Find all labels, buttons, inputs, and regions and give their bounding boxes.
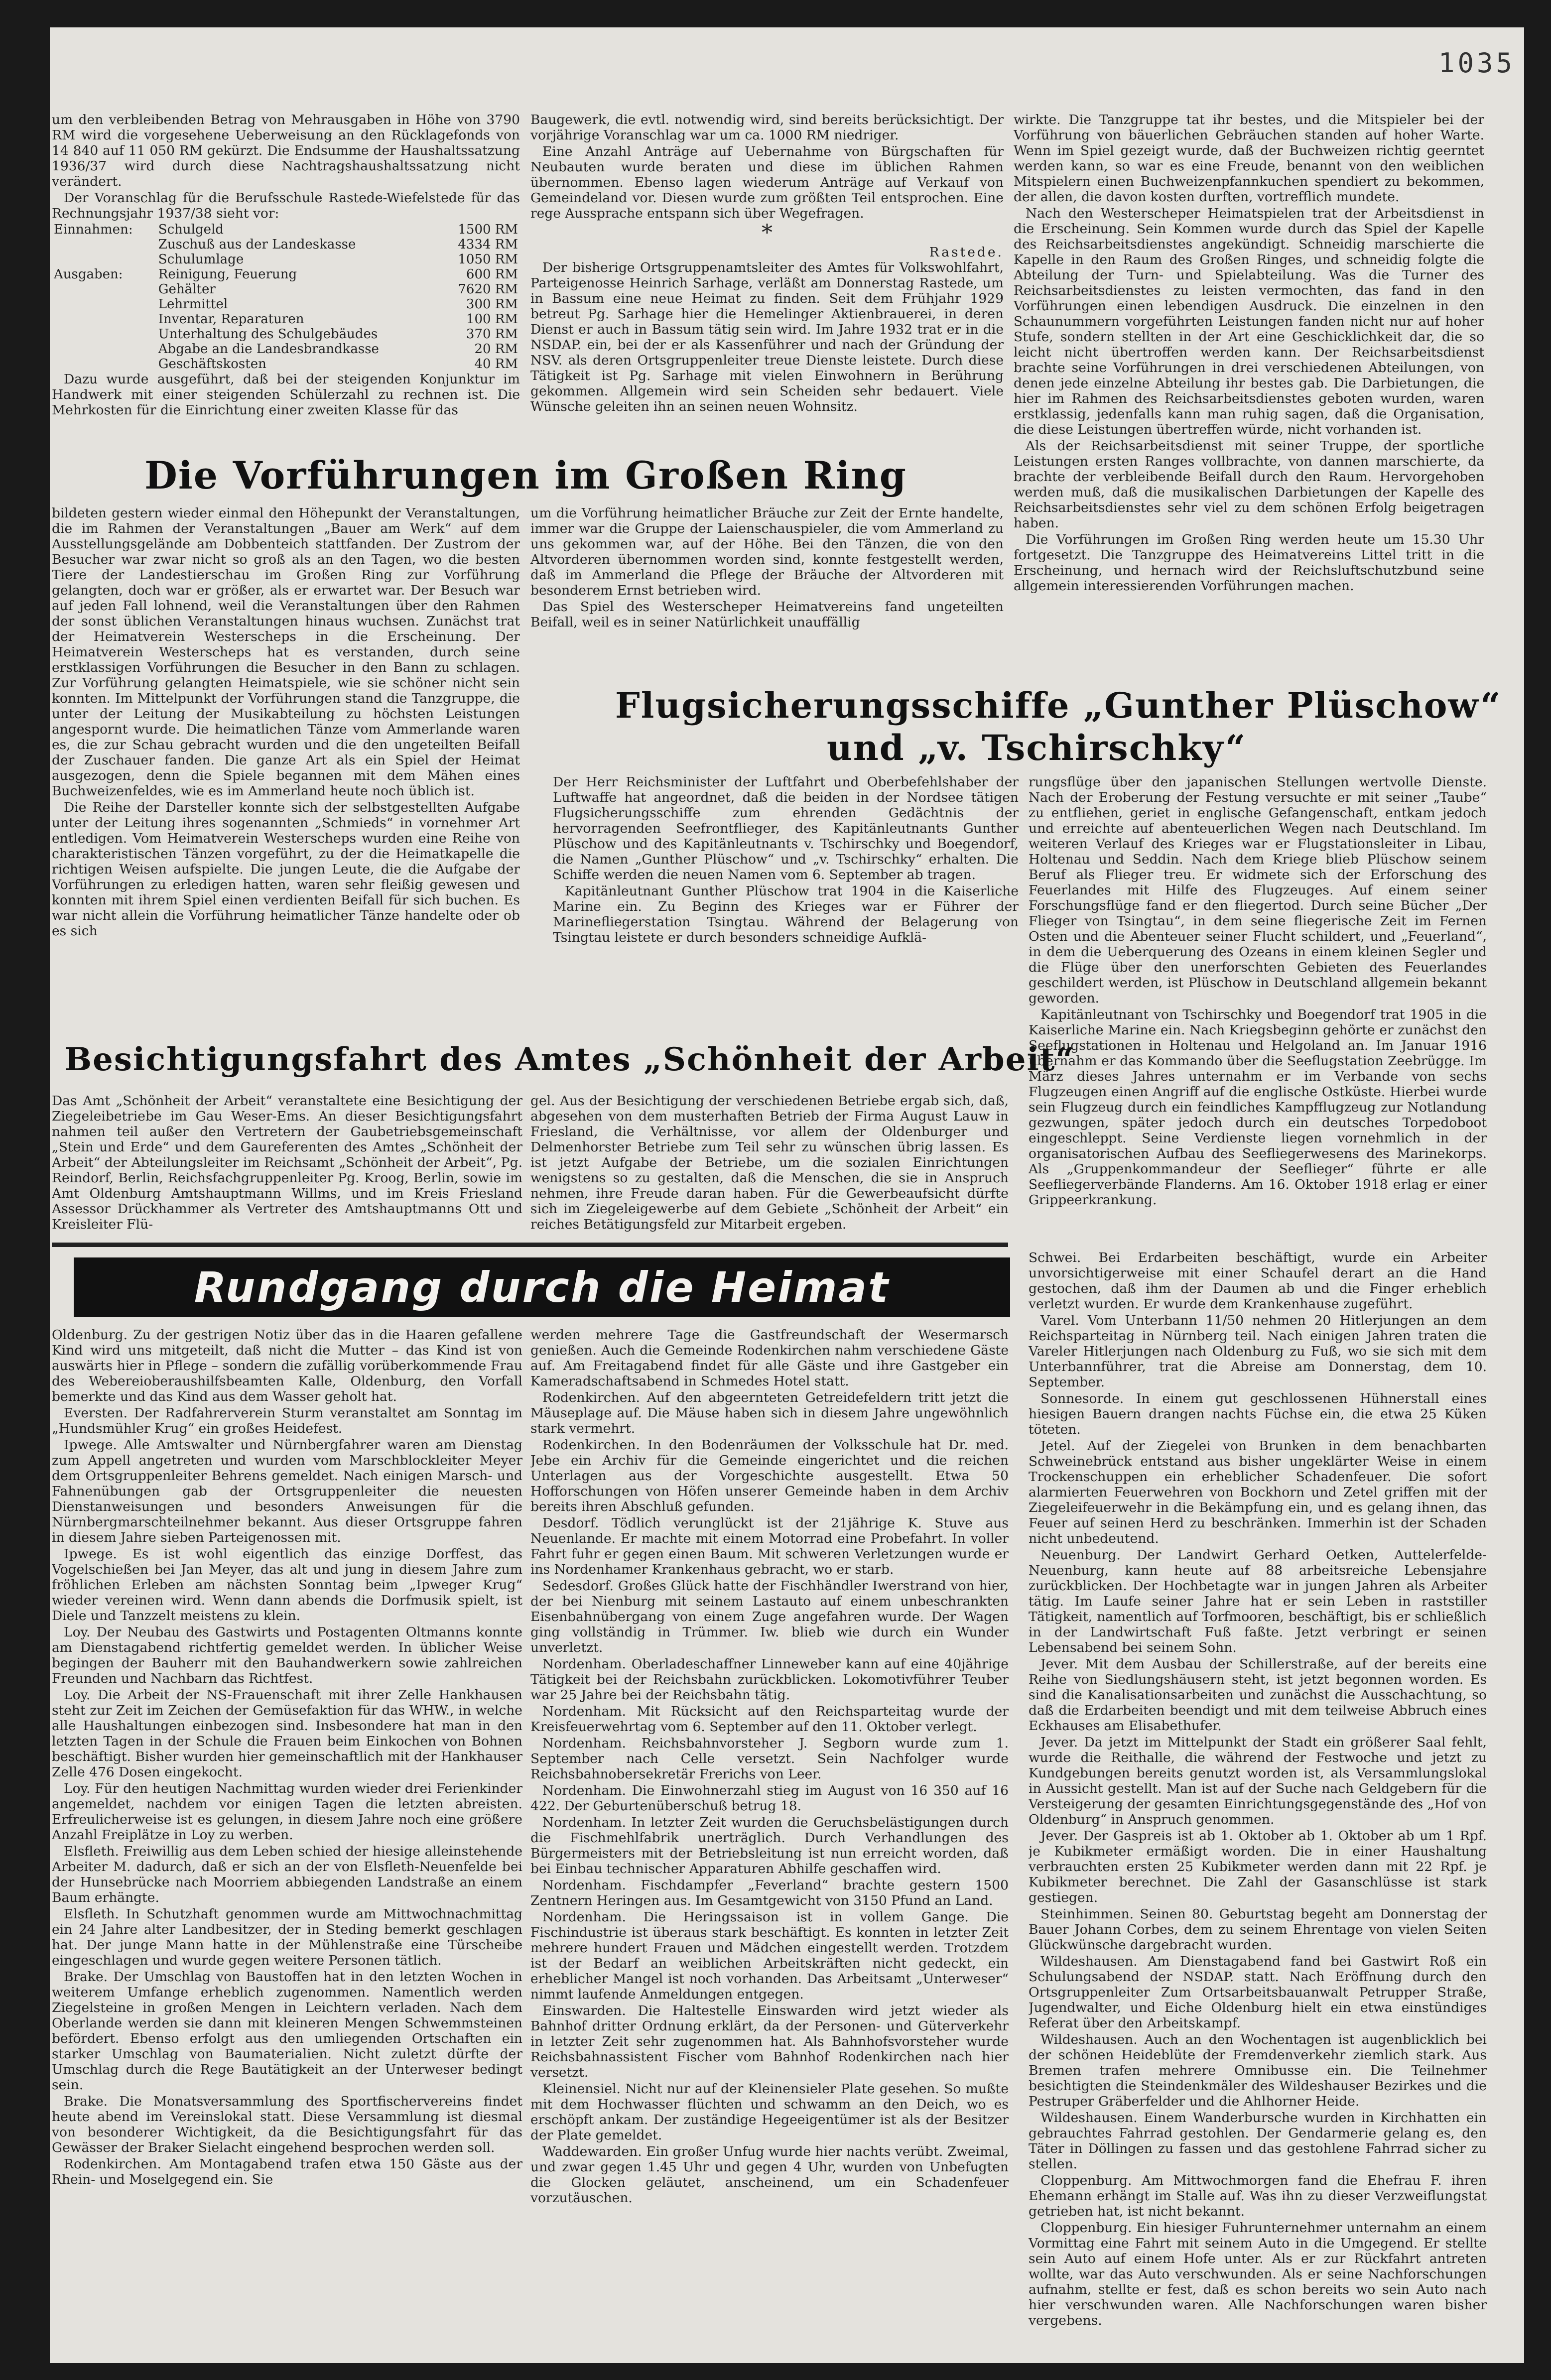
local-news-item: Wildeshausen. Am Dienstagabend fand bei Gastwirt Roß ein Schulungsabend der NSDAP. statt. Nach Eröffnung durch den Ortsgruppenleiter Zum Ortsarbeitsbauanwalt Petrupper Straße, Jugendwalter, und Eiche Oldenburg hielt ein etwa einstündiges Referat über den Arbeitskampf. <box>1029 1954 1487 2031</box>
budget-item: Schulgeld <box>158 222 224 237</box>
headline-flugsicherungsschiffe-2: und „v. Tschirschky“ <box>827 727 1247 768</box>
banner-rundgang-durch-die-heimat: Rundgang durch die Heimat <box>74 1257 1010 1317</box>
local-news-item: Einswarden. Die Haltestelle Einswarden wird jetzt wieder als Bahnhof dritter Ordnung erklärt, da der Personen- und Güterverkehr in letzter Zeit sehr zugenommen hat. Als Bahnhofsvorsteher wurde Reichsbahnassistent Fischer vom Bahnhof Rodenkirchen nach hier versetzt. <box>530 2003 1009 2080</box>
budget-ausgaben-label: Ausgaben: <box>54 267 123 282</box>
local-news-item: Brake. Der Umschlag von Baustoffen hat in den letzten Wochen in weiterem Umfange erheblich zugenommen. Namentlich werden Ziegelsteine in großen Mengen in Leichtern verladen. Nach dem Oberlande werden sie dann mit kleineren Mengen Schwemmsteinen befördert. Ebenso erfolgt aus den umliegenden Ortschaften ein starker Umschlag von Baumaterialien. Nicht zuletzt dürfte der Umschlag durch die Rege Bautätigkeit an der Unterweser bedingt sein. <box>52 1969 522 2093</box>
local-news-item: Sonnesorde. In einem gut geschlossenen Hühnerstall eines hiesigen Bauern drangen nachts Füchse ein, die etwa 25 Küken töteten. <box>1029 1391 1487 1437</box>
local-news-item: Jever. Der Gaspreis ist ab 1. Oktober ab 1. Oktober ab um 1 Rpf. je Kubikmeter ermäßigt worden. Die in einer Haushaltung verbrauchten ersten 25 Kubikmeter werden dann mit 22 Rpf. je Kubikmeter berechnet. Die Zahl der Gasanschlüsse ist stark gestiegen. <box>1029 1828 1487 1905</box>
budget-amount: 600 RM <box>466 267 518 282</box>
budget-amount: 370 RM <box>466 327 518 342</box>
local-news-item: Elsfleth. In Schutzhaft genommen wurde am Mittwochnachmittag ein 24 Jahre alter Landbesitzer, der in Steding bemerkt geschlagen hat. Der junge Mann hatte in der Mühlenstraße eine Türscheibe eingeschlagen und wurde gegen weitere Personen tätlich. <box>52 1906 522 1968</box>
paragraph: Der Herr Reichsminister der Luftfahrt und Oberbefehlshaber der Luftwaffe hat angeordnet, daß die beiden in der Nordsee tätigen Flugsicherungsschiffe zum ehrenden Gedächtnis der hervorragenden Seefrontflieger, des Kapitänleutnants Gunther Plüschow und des Kapitänleutnants v. Tschirschky und Boegendorf, die Namen „Gunther Plüschow“ und „v. Tschirschky“ erhalten. Die Schiffe werden die neuen Namen vom 6. September ab tragen. <box>553 774 1019 882</box>
budget-row <box>52 282 520 297</box>
budget-amount: 20 RM <box>474 342 518 357</box>
budget-table <box>52 222 520 372</box>
ring-column-2 <box>530 505 1004 670</box>
local-news-item: Nordenham. Reichsbahnvorsteher J. Segborn wurde zum 1. September nach Celle versetzt. Sein Nachfolger wurde Reichsbahnobersekretär Frerichs von Leer. <box>530 1736 1009 1782</box>
budget-amount: 1050 RM <box>458 252 518 267</box>
budget-item: Unterhaltung des Schulgebäudes <box>158 327 378 342</box>
local-news-item: Wildeshausen. Auch an den Wochentagen ist augenblicklich bei der schönen Heideblüte der Fremdenverkehr ziemlich stark. Aus Bremen trafen mehrere Omnibusse ein. Die Teilnehmer besichtigten die Steindenkmäler des Wildeshauser Bezirkes und die Pestruper Gräberfelder und die Ahlhorner Heide. <box>1029 2032 1487 2109</box>
budget-column <box>52 112 520 446</box>
budget-amount: 300 RM <box>466 297 518 312</box>
headline-grosser-ring: Die Vorführungen im Großen Ring <box>144 453 907 498</box>
headline-schoenheit-der-arbeit: Besichtigungsfahrt des Amtes „Schönheit der Arbeit“ <box>65 1041 1075 1078</box>
local-news-item: Eversten. Der Radfahrerverein Sturm veranstaltet am Sonntag im „Hundsmühler Krug“ ein großes Heidefest. <box>52 1405 522 1436</box>
local-news-item: Rodenkirchen. Auf den abgeernteten Getreidefeldern tritt jetzt die Mäuseplage auf. Die Mäuse haben sich in diesem Jahre ungewöhnlich stark vermehrt. <box>530 1390 1009 1436</box>
local-news-item: Oldenburg. Zu der gestrigen Notiz über das in die Haaren gefallene Kind wird uns mitgeteilt, daß nicht die Mutter – das Kind ist von auswärts hier in Pflege – sondern die zufällig vorüberkommende Frau des Webereioberaushilfsbeamten Kalle, Oldenburg, den Vorfall bemerkte und das Kind aus dem Wasser geholt hat. <box>52 1327 522 1404</box>
heimat-column-2 <box>530 1327 1009 2353</box>
amt-column-1 <box>52 1093 522 1238</box>
local-news-item: Ipwege. Es ist wohl eigentlich das einzige Dorffest, das Vogelschießen bei Jan Meyer, das alt und jung in diesem Jahre zum fröhlichen Erleben am nächsten Sonntag beim „Ipweger Krug“ wieder vereinen wird. Wenn dann abends die Dorfmusik spielt, ist Diele und Tanzzelt meistens zu klein. <box>52 1546 522 1624</box>
budget-row <box>52 327 520 342</box>
local-news-item: werden mehrere Tage die Gastfreundschaft der Wesermarsch genießen. Auch die Gemeinde Rodenkirchen nahm verschiedene Gäste auf. Am Freitagabend findet für alle Gäste und ihre Gastgeber ein Kameradschaftsabend in Schmedes Hotel statt. <box>530 1327 1009 1389</box>
local-news-item: Rodenkirchen. Am Montagabend trafen etwa 150 Gäste aus der Rhein- und Moselgegend ein. Sie <box>52 2156 522 2187</box>
local-news-item: Sedesdorf. Großes Glück hatte der Fischhändler Iwerstrand von hier, der bei Nienburg mit seinem Lastauto auf einem unbeschrankten Eisenbahnübergang von einem Zuge angefahren wurde. Der Wagen ging vollständig in Trümmer. Iw. blieb wie durch ein Wunder unverletzt. <box>530 1578 1009 1655</box>
dateline: Rastede. <box>929 245 1004 260</box>
newspaper-page <box>50 27 1524 2363</box>
headline-flugsicherungsschiffe-1: Flugsicherungsschiffe „Gunther Plüschow“ <box>615 685 1502 726</box>
budget-item: Reinigung, Feuerung <box>158 267 297 282</box>
paragraph: Nach den Westerscheper Heimatspielen trat der Arbeitsdienst in die Erscheinung. Sein Kommen wurde durch das Spiel der Kapelle des Reichsarbeitsdienstes angekündigt. Schneidig marschierte die Kapelle in den Raum des Großen Ringes, und schneidig folgte die Abteilung der Turn- und Spielabteilung. Was die Turner des Reichsarbeitsdienstes zu leisten vermochten, das fand in den Vorführungen einen lebendigen Ausdruck. Die einzelnen in den Schaunummern vorgeführten Leistungen fanden nicht nur auf hoher Stufe, sondern stellten in der Art eine Geschicklichkeit dar, die so leicht nicht übertroffen werden kann. Der Reichsarbeitsdienst brachte seine Vorführungen in drei verschiedenen Abteilungen, von denen jede einzelne Abteilung ihr bestes gab. Die Darbietungen, die hier im Rahmen des Reichsarbeitsdienstes geboten wurden, waren erstklassig, jedenfalls kann man ruhig sagen, daß die Organisation, die diese Leistungen übertreffen würde, nicht vorhanden ist. <box>1014 206 1484 437</box>
budget-row <box>52 267 520 282</box>
budget-intro: um den verbleibenden Betrag von Mehrausgaben in Höhe von 3790 RM wird die vorgesehene Ueberweisung an den Rücklagefonds von 14 840 auf 11 050 RM gekürzt. Die Endsumme der Haushaltssatzung 1936/37 wird durch diese Nachtragshaushaltssatzung nicht verändert. <box>52 112 520 189</box>
local-news-item: Nordenham. Mit Rücksicht auf den Reichsparteitag wurde der Kreisfeuerwehrtag vom 6. September auf den 11. Oktober verlegt. <box>530 1704 1009 1735</box>
local-news-item: Ipwege. Alle Amtswalter und Nürnbergfahrer waren am Dienstag zum Appell angetreten und wurden vom Marschblockleiter Meyer dem Ortsgruppenleiter Behrens gemeldet. Nach einigen Marsch- und Fahnenübungen gab der Ortsgruppenleiter die neuesten Dienstanweisungen und besonders Anweisungen für die Nürnbergmarschteilnehmer bekannt. Aus dieser Ortsgruppe fahren in diesem Jahre sieben Parteigenossen mit. <box>52 1437 522 1545</box>
paragraph: Eine Anzahl Anträge auf Uebernahme von Bürgschaften für Neubauten wurde beraten und diese im üblichen Rahmen übernommen. Ebenso lagen wiederum Anträge auf Verkauf von Gemeindeland vor. Diesen wurde zum größten Teil entsprochen. Eine rege Aussprache entspann sich über Wegefragen. <box>530 144 1004 221</box>
budget-amount: 40 RM <box>474 357 518 372</box>
local-news-item: Schwei. Bei Erdarbeiten beschäftigt, wurde ein Arbeiter unvorsichtigerweise mit einer Schaufel derart an die Hand gestochen, daß ihm der Daumen ab und die Finger erheblich verletzt wurden. Er wurde dem Krankenhause zugeführt. <box>1029 1250 1487 1312</box>
budget-lead: Der Voranschlag für die Berufsschule Rastede-Wiefelstede für das Rechnungsjahr 1937/38 sieht vor: <box>52 190 520 221</box>
budget-row <box>52 312 520 327</box>
budget-outro: Dazu wurde ausgeführt, daß bei der steigenden Konjunktur im Handwerk mit einer steigenden Schülerzahl zu rechnen ist. Die Mehrkosten für die Einrichtung einer zweiten Klasse für das <box>52 372 520 418</box>
paragraph: Die Reihe der Darsteller konnte sich der selbstgestellten Aufgabe unter der Leitung ihres sogenannten „Schmieds“ in vornehmer Art entledigen. Vom Heimatverein Westerscheps wurden eine Reihe von charakteristischen Tänzen vorgeführt, zu der die Heimatkapelle die richtigen Weisen aufspielte. Die jungen Leute, die die Aufgabe der Vorführungen zu erledigen hatten, waren sehr fleißig gewesen und konnten mit ihrem Spiel einen verdienten Beifall für sich buchen. Es war nicht allein die Vorführung heimatlicher Tänze handelte oder ob es sich <box>52 800 520 939</box>
local-news-item: Waddewarden. Ein großer Unfug wurde hier nachts verübt. Zweimal, und zwar gegen 1.45 Uhr und gegen 4 Uhr, wurden von Unbefugten die Glocken geläutet, anscheinend, um ein Schadenfeuer vorzutäuschen. <box>530 2144 1009 2206</box>
separator-star: * <box>762 220 773 246</box>
rastede-column <box>530 112 1004 446</box>
paragraph: Die Vorführungen im Großen Ring werden heute um 15.30 Uhr fortgesetzt. Die Tanzgruppe des Heimatvereins Littel tritt in die Erscheinung, und hernach wird der Reichsluftschutzbund seine allgemein interessierenden Vorführungen machen. <box>1014 532 1484 594</box>
paragraph: wirkte. Die Tanzgruppe tat ihr bestes, und die Mitspieler bei der Vorführung von bäuerlichen Gebräuchen standen auf hoher Warte. Wenn im Spiel gezeigt wurde, daß der Buchweizen richtig geerntet werden kann, so war es eine Freude, benannt von den weiblichen Mitspielern einen Buchweizenpfannkuchen spendiert zu bekommen, der allen, die davon kosten durften, vortrefflich mundete. <box>1014 112 1484 205</box>
local-news-item: Nordenham. Oberladeschaffner Linneweber kann auf eine 40jährige Tätigkeit bei der Reichsbahn zurückblicken. Lokomotivführer Teuber war 25 Jahre bei der Reichsbahn tätig. <box>530 1656 1009 1703</box>
budget-row <box>52 342 520 357</box>
paragraph: um die Vorführung heimatlicher Bräuche zur Zeit der Ernte handelte, immer war die Gruppe der Laienschauspieler, die vom Ammerland zu uns gekommen war, auf der Höhe. Bei den Tänzen, die von den Altvorderen übernommen worden sind, konnte festgestellt werden, daß im Ammerland die Pflege der Bräuche der Altvorderen mit besonderem Ernst betrieben wird. <box>530 505 1004 598</box>
paragraph: Kapitänleutnant Gunther Plüschow trat 1904 in die Kaiserliche Marine ein. Zu Beginn des Krieges war er Führer der Marinefliegerstation Tsingtau. Während der Belagerung von Tsingtau leistete er durch besonders schneidige Aufklä- <box>553 883 1019 945</box>
budget-item: Lehrmittel <box>158 297 228 312</box>
ring-column-1 <box>52 505 520 1113</box>
budget-item: Inventar, Reparaturen <box>158 312 304 327</box>
budget-amount: 1500 RM <box>458 222 518 237</box>
local-news-item: Nordenham. Fischdampfer „Feverland“ brachte gestern 1500 Zentnern Heringen aus. Im Gesamtgewicht von 3150 Pfund an Land. <box>530 1878 1009 1908</box>
amt-column-2 <box>530 1093 1009 1238</box>
local-news-item: Jever. Mit dem Ausbau der Schillerstraße, auf der bereits eine Reihe von Siedlungshäusern steht, ist jetzt begonnen worden. Es sind die Kanalisationsarbeiten und zunächst die Ausschachtung, so daß die Erdarbeiten beendigt und mit dem teilweise Abbruch eines Eckhauses am Elisabethufer. <box>1029 1656 1487 1734</box>
local-news-item: Loy. Für den heutigen Nachmittag wurden wieder drei Ferienkinder angemeldet, nachdem vor einigen Tagen die letzten abreisten. Erfreulicherweise ist es gelungen, in diesem Jahre noch eine größere Anzahl Freiplätze in Loy zu werben. <box>52 1781 522 1843</box>
budget-einnahmen-label: Einnahmen: <box>54 222 133 237</box>
paragraph: bildeten gestern wieder einmal den Höhepunkt der Veranstaltungen, die im Rahmen der Veranstaltungen „Bauer am Werk“ auf dem Ausstellungsgelände am Dobbenteich stattfanden. Der Zustrom der Besucher war zwar nicht so groß als an den Tagen, wo die besten Tiere der Landestierschau im Großen Ring zur Vorführung gelangten, doch war er größer, als er erwartet war. Der Besuch war auf jeden Fall lohnend, weil die Veranstaltungen über den Rahmen der sonst üblichen Veranstaltungen hinaus wuchsen. Zunächst trat der Heimatverein Westerscheps in die Erscheinung. Der Heimatverein Westerscheps hat es verstanden, durch seine erstklassigen Vorführungen die Besucher in den Bann zu schlagen. Zur Vorführung gelangten Heimatspiele, wie sie schöner nicht sein konnten. Im Mittelpunkt der Vorführungen stand die Tanzgruppe, die unter der Leitung der Musikabteilung zu höchsten Leistungen angespornt wurde. Die heimatlichen Tänze vom Ammerlande waren es, die zur Schau gebracht wurden und die den ungeteilten Beifall der Zuschauer fanden. Die ganze Art als ein Spiel der Heimat ausgezogen, denn die Spiele begannen mit dem Mähen eines Buchweizenfeldes, wie es im Ammerland heute noch üblich ist. <box>52 505 520 799</box>
local-news-item: Kleinensiel. Nicht nur auf der Kleinensieler Plate gesehen. So mußte mit dem Hochwasser flüchten und schwamm an den Deich, wo es erschöpft ankam. Der zuständige Hegeeigentümer ist als der Besitzer der Plate gemeldet. <box>530 2081 1009 2143</box>
local-news-item: Cloppenburg. Ein hiesiger Fuhrunternehmer unternahm an einem Vormittag eine Fahrt mit seinem Auto in die Umgegend. Er stellte sein Auto auf einem Hofe unter. Als er zur Rückfahrt antreten wollte, war das Auto verschwunden. Als er seine Nachforschungen aufnahm, stellte er fest, daß es schon bereits wo sein Auto nach hier verschwunden waren. Alle Nachforschungen waren bisher vergebens. <box>1029 2220 1487 2328</box>
budget-item: Zuschuß aus der Landeskasse <box>158 237 356 252</box>
local-news-item: Nordenham. Die Heringssaison ist in vollem Gange. Die Fischindustrie ist überaus stark beschäftigt. Es konnten in letzter Zeit mehrere hundert Frauen und Mädchen eingestellt werden. Trotzdem ist der Bedarf an weiblichen Arbeitskräften nicht gedeckt, ein erheblicher Mangel ist noch vorhanden. Das Arbeitsamt „Unterweser“ nimmt laufende Anmeldungen entgegen. <box>530 1909 1009 2002</box>
local-news-item: Nordenham. In letzter Zeit wurden die Geruchsbelästigungen durch die Fischmehlfabrik unerträglich. Durch Verhandlungen des Bürgermeisters mit der Betriebsleitung ist nun erreicht worden, daß bei Einbau technischer Apparaturen Abhilfe geschaffen wird. <box>530 1815 1009 1877</box>
local-news-item: Jever. Da jetzt im Mittelpunkt der Stadt ein größerer Saal fehlt, wurde die Reithalle, die während der Festwoche und jetzt zu Kundgebungen bereits genutzt worden ist, als Versammlungslokal in Aussicht gestellt. Man ist auf der Suche nach Geldgebern für die Versteigerung der gesamten Einrichtungsgegenstände des „Hof von Oldenburg“ in Anspruch genommen. <box>1029 1735 1487 1827</box>
budget-item: Abgabe an die Landesbrandkasse <box>158 342 379 357</box>
local-news-item: Desdorf. Tödlich verunglückt ist der 21jährige K. Stuve aus Neuenlande. Er machte mit einem Motorrad eine Probefahrt. In voller Fahrt fuhr er gegen einen Baum. Mit schweren Verletzungen wurde er ins Nordenhamer Krankenhaus gebracht, wo er starb. <box>530 1515 1009 1577</box>
local-news-item: Jetel. Auf der Ziegelei von Brunken in dem benachbarten Schweinebrück entstand aus bisher ungeklärter Weise in einem Trockenschuppen ein erheblicher Schadenfeuer. Die sofort alarmierten Feuerwehren von Bockhorn und Zetel griffen mit der Ziegeleifeuerwehr in die Bekämpfung ein, und es gelang ihnen, das Feuer auf seinen Herd zu beschränken. Immerhin ist der Schaden nicht unbedeutend. <box>1029 1438 1487 1546</box>
paragraph: Das Amt „Schönheit der Arbeit“ veranstaltete eine Besichtigung der Ziegeleibetriebe im Gau Weser-Ems. An dieser Besichtigungsfahrt nahmen teil außer den Vertretern der Gaubetriebsgemeinschaft „Stein und Erde“ und dem Gaureferenten des Amtes „Schönheit der Arbeit“ der Abteilungsleiter im Reichsamt „Schönheit der Arbeit“, Pg. Reindorf, Berlin, Reichsfachgruppenleiter Pg. Kroog, Berlin, sowie im Amt Oldenburg Amtshauptmann Willms, und im Kreis Friesland Assessor Drückhammer als Vertreter des Amtshauptmanns Ott und Kreisleiter Flü- <box>52 1093 522 1232</box>
local-news-item: Steinhimmen. Seinen 80. Geburtstag begeht am Donnerstag der Bauer Johann Corbes, dem zu seinem Ehrentage von vielen Seiten Glückwünsche dargebracht wurden. <box>1029 1906 1487 1953</box>
page-number: 1035 <box>1438 47 1515 79</box>
paragraph: Baugewerk, die evtl. notwendig wird, sind bereits berücksichtigt. Der vorjährige Voranschlag war um ca. 1000 RM niedriger. <box>530 112 1004 143</box>
flug-column-1 <box>553 774 1019 1053</box>
paragraph: Als der Reichsarbeitsdienst mit seiner Truppe, der sportliche Leistungen ersten Ranges vollbrachte, von dannen marschierte, da brachte der verbleibende Beifall durch den Raum. Hervorgehoben werden muß, daß die musikalischen Darbietungen der Kapelle des Reichsarbeitsdienstes sehr viel zu dem schönen Erfolg beigetragen haben. <box>1014 438 1484 531</box>
local-news-item: Rodenkirchen. In den Bodenräumen der Volksschule hat Dr. med. Jebe ein Archiv für die Gemeinde eingerichtet und die reichen Unterlagen aus der Vorgeschichte ausgestellt. Etwa 50 Hofforschungen von Höfen unserer Gemeinde haben in dem Archiv bereits ihren Abschluß gefunden. <box>530 1437 1009 1514</box>
budget-row <box>52 252 520 267</box>
budget-amount: 7620 RM <box>458 282 518 297</box>
local-news-item: Loy. Die Arbeit der NS-Frauenschaft mit ihrer Zelle Hankhausen steht zur Zeit im Zeichen der Gemüsefaktion für das WHW., in welche alle Haushaltungen einbezogen sind. Insbesondere hat man in den letzten Tagen in der Schule die Frauen beim Einkochen von Bohnen beschäftigt. Bisher wurden hier gemeinschaftlich mit der Hankhauser Zelle 476 Dosen eingekocht. <box>52 1687 522 1780</box>
local-news-item: Cloppenburg. Am Mittwochmorgen fand die Ehefrau F. ihren Ehemann erhängt im Stalle auf. Was ihn zu dieser Verzweiflungstat getrieben hat, ist nicht bekannt. <box>1029 2173 1487 2219</box>
budget-item: Geschäftskosten <box>158 357 266 372</box>
budget-amount: 100 RM <box>466 312 518 327</box>
section-divider <box>52 1243 1008 1247</box>
local-news-item: Neuenburg. Der Landwirt Gerhard Oetken, Auttelerfelde-Neuenburg, kann heute auf 88 arbeitsreiche Lebensjahre zurückblicken. Der Hochbetagte war in jungen Jahren als Arbeiter tätig. Im Laufe seiner Jahre hat er sein Leben in raststiller Tätigkeit, namentlich auf Torfmooren, beschäftigt, bis er schließlich in der Landwirtschaft Fuß faßte. Jetzt verbringt er seinen Lebensabend bei seinem Sohn. <box>1029 1547 1487 1655</box>
budget-row <box>52 357 520 372</box>
local-news-item: Varel. Vom Unterbann 11/50 nehmen 20 Hitlerjungen an dem Reichsparteitag in Nürnberg teil. Nach einigen Jahren traten die Vareler Hitlerjungen nach Oldenburg zu Fuß, wo sie sich mit dem Unterbannführer, trat die Abreise am Donnerstag, dem 10. September. <box>1029 1313 1487 1390</box>
budget-row <box>52 222 520 237</box>
heimat-column-1 <box>52 1327 522 2353</box>
local-news-item: Wildeshausen. Einem Wanderbursche wurden in Kirchhatten ein gebrauchtes Fahrrad gestohlen. Der Gendarmerie gelang es, den Täter in Döllingen zu fassen und das gestohlene Fahrrad sicher zu stellen. <box>1029 2110 1487 2172</box>
budget-item: Schulumlage <box>158 252 244 267</box>
local-news-item: Nordenham. Die Einwohnerzahl stieg im August von 16 350 auf 16 422. Der Geburtenüberschuß betrug 18. <box>530 1783 1009 1814</box>
paragraph: rungsflüge über den japanischen Stellungen wertvolle Dienste. Nach der Eroberung der Festung versuchte er mit seiner „Taube“ zu entfliehen, geriet in englische Gefangenschaft, entkam jedoch und erreichte auf abenteuerlichen Wegen nach Deutschland. Im weiteren Verlauf des Krieges war er Flugstationsleiter in Libau, Holtenau und Seddin. Nach dem Kriege blieb Plüschow seinem Beruf als Flieger treu. Er widmete sich der Erforschung des Feuerlandes mit Hilfe des Flugzeuges. Auf einem seiner Forschungsflüge fand er den fliegertod. Durch seine Bücher „Der Flieger von Tsingtau“, in dem seine fliegerische Zeit im Fernen Osten und die Abenteuer seiner Flucht schildert, und „Feuerland“, in dem die Ueberquerung des Ozeans in einem kleinen Segler und die Flüge über den unerforschten Gebieten des Feuerlandes geschildert werden, ist Plüschow in Deutschland allgemein bekannt geworden. <box>1029 774 1487 1006</box>
heimat-column-3 <box>1029 1250 1487 2353</box>
budget-amount: 4334 RM <box>458 237 518 252</box>
local-news-item: Elsfleth. Freiwillig aus dem Leben schied der hiesige alleinstehende Arbeiter M. dadurch, daß er sich an der von Elsfleth-Neuenfelde bei der Hunsebrücke nach Moorriem abbiegenden Landstraße an einem Baum erhängte. <box>52 1844 522 1905</box>
paragraph: Das Spiel des Westerscheper Heimatvereins fand ungeteilten Beifall, weil es in seiner Natürlichkeit unauffällig <box>530 599 1004 630</box>
paragraph: Kapitänleutnant von Tschirschky und Boegendorf trat 1905 in die Kaiserliche Marine ein. Nach Kriegsbeginn gehörte er zunächst den Seeflugstationen in Holtenau und Helgoland an. Im Januar 1916 übernahm er das Kommando über die Seeflugstation Zeebrügge. Im März dieses Jahres unternahm er im Verbande von sechs Flugzeugen einen Angriff auf die englische Ostküste. Hierbei wurde sein Flugzeug durch ein feindliches Kampfflugzeug zur Notlandung gezwungen, später jedoch durch ein deutsches Torpedoboot eingeschleppt. Seine Verdienste liegen vornehmlich in der organisatorischen Aufbau des Seefliegerwesens des Marinekorps. Als „Gruppenkommandeur der Seeflieger“ führte er alle Seefliegerverbände Flanderns. Am 16. Oktober 1918 erlag er einer Grippeerkrankung. <box>1029 1007 1487 1208</box>
budget-item: Gehälter <box>158 282 216 297</box>
budget-row <box>52 237 520 252</box>
paragraph: Der bisherige Ortsgruppenamtsleiter des Amtes für Volkswohlfahrt, Parteigenosse Heinrich Sarhage, verläßt am Donnerstag Rastede, um in Bassum eine neue Heimat zu finden. Seit dem Frühjahr 1929 betreut Pg. Sarhage hier die Hemelinger Aktienbrauerei, in deren Dienst er auch in Bassum tätig sein wird. Im Jahre 1932 trat er in die NSDAP. ein, bei der er als Kassenführer und nach der Gründung der NSV. als deren Ortsgruppenleiter treue Dienste leistete. Durch diese Tätigkeit ist Pg. Sarhage mit vielen Einwohnern in Berührung gekommen. Allgemein wird sein Scheiden sehr bedauert. Viele Wünsche geleiten ihn an seinen neuen Wohnsitz. <box>530 260 1004 414</box>
paragraph: gel. Aus der Besichtigung der verschiedenen Betriebe ergab sich, daß, abgesehen von dem musterhaften Betrieb der Firma August Lauw in Friesland, die Verhältnisse, vor allem der Oldenburger und Delmenhorster Betriebe zum Teil sehr zu wünschen übrig lassen. Es ist jetzt Aufgabe der Betriebe, um die sozialen Einrichtungen wenigstens so zu gestalten, daß die Menschen, die sie in Anspruch nehmen, ihre Freude daran haben. Für die Gewerbeaufsicht dürfte sich im Ziegeleigewerbe auf dem Gebiete „Schönheit der Arbeit“ ein reiches Betätigungsfeld zur Mitarbeit ergeben. <box>530 1093 1009 1232</box>
ring-continuation-column <box>1014 112 1484 702</box>
local-news-item: Brake. Die Monatsversammlung des Sportfischervereins findet heute abend im Vereinslokal statt. Diese Versammlung ist diesmal von besonderer Wichtigkeit, da die Besichtigungsfahrt für das Gewässer der Braker Sielacht eingehend besprochen werden soll. <box>52 2094 522 2155</box>
local-news-item: Loy. Der Neubau des Gastwirts und Postagenten Oltmanns konnte am Dienstagabend richtfertig gemeldet werden. In üblicher Weise begingen der Bauherr mit den Bauhandwerkern sowie zahlreichen Freunden und Nachbarn das Richtfest. <box>52 1625 522 1686</box>
flug-column-2 <box>1029 774 1487 1243</box>
budget-row <box>52 297 520 312</box>
